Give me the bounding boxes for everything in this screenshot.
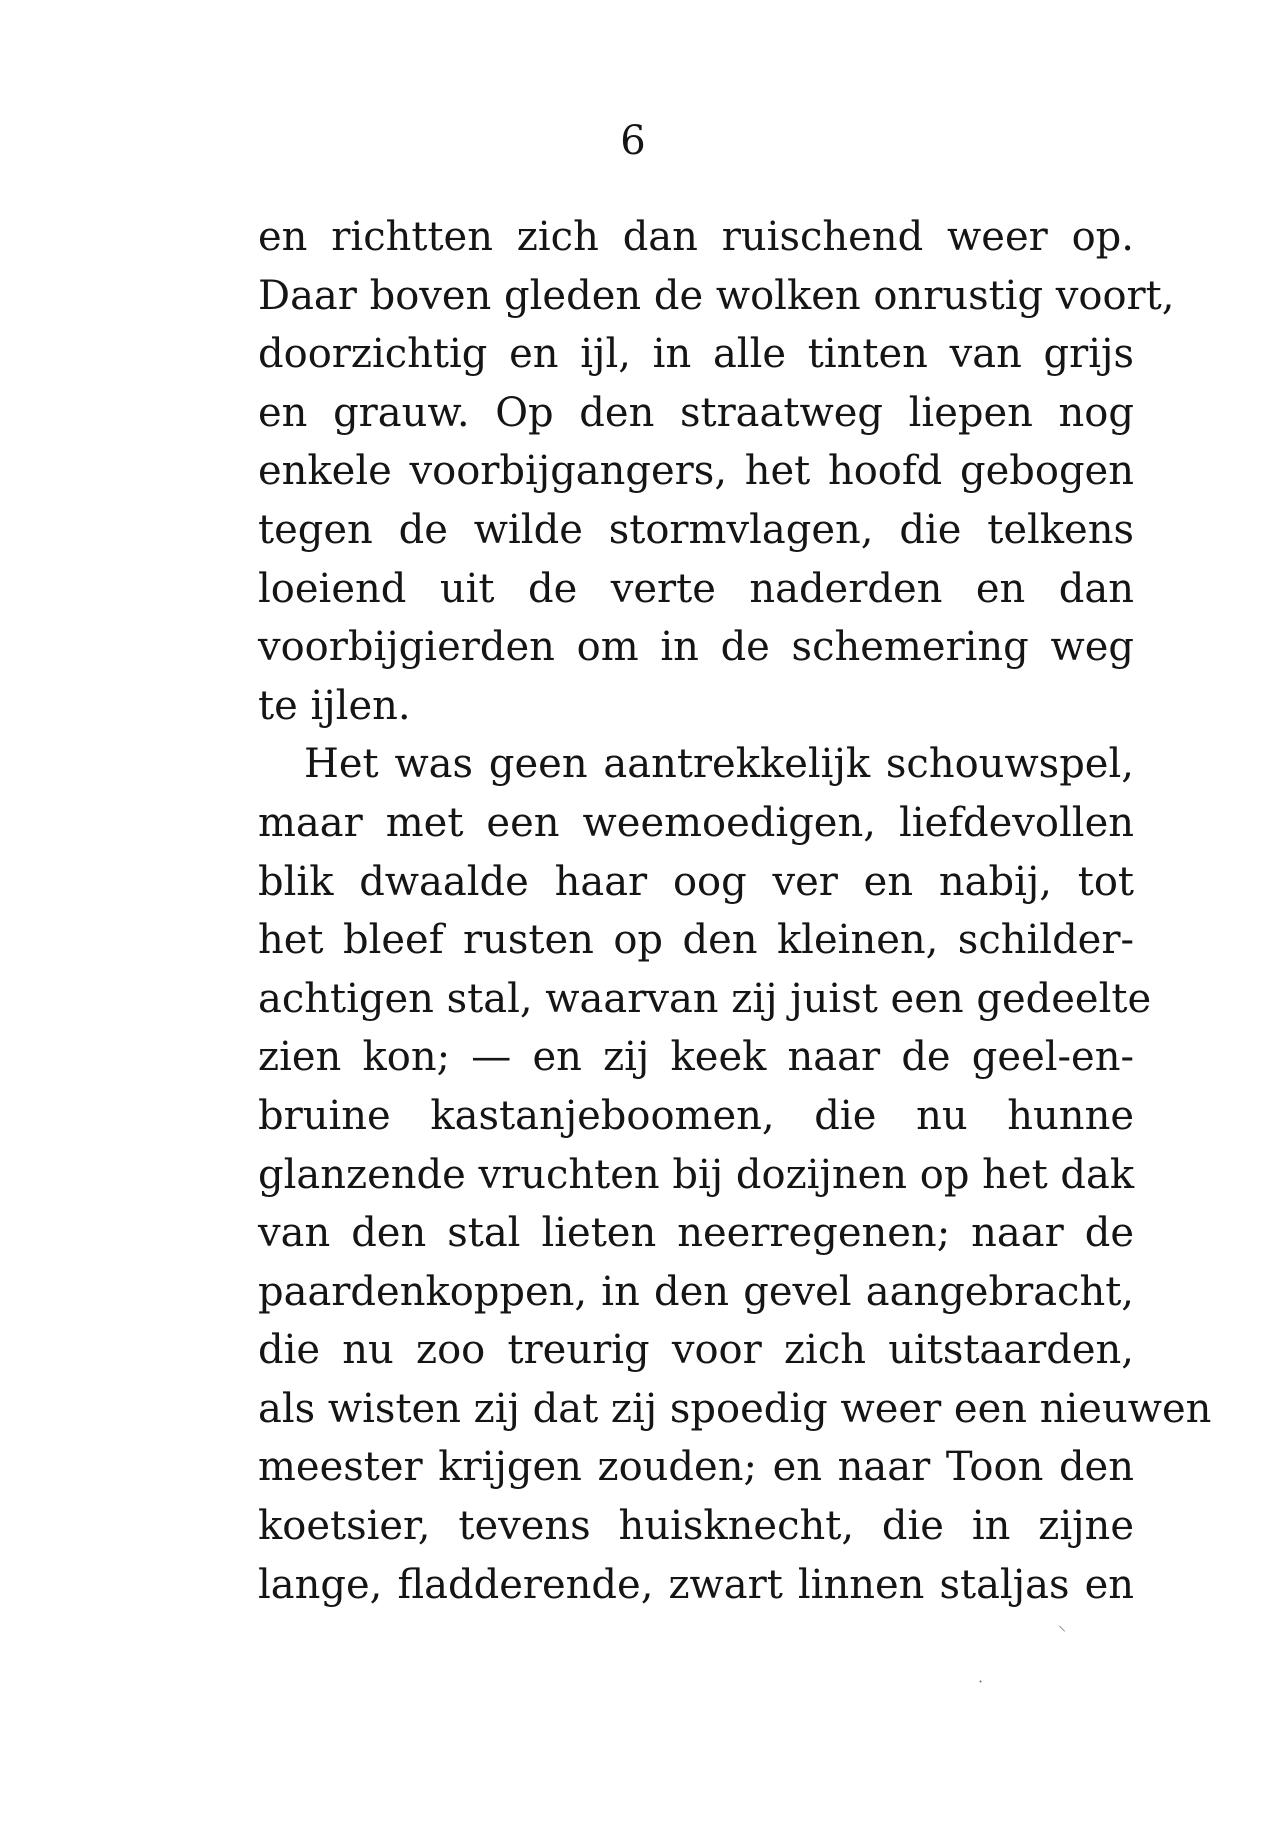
scan-speck: · <box>978 1672 984 1691</box>
text-line: als wisten zij dat zij spoedig weer een nieuwen <box>258 1385 1212 1432</box>
text-line: maar met een weemoedigen, liefdevollen <box>258 799 1134 846</box>
text-line: van den stal lieten neerregenen; naar de <box>258 1210 1134 1257</box>
text-line: zien kon; — en zij keek naar de geel-en- <box>258 1034 1134 1081</box>
text-line: en grauw. Op den straatweg liepen nog <box>258 389 1134 436</box>
text-line: tegen de wilde stormvlagen, die telkens <box>258 506 1134 553</box>
body-text <box>258 208 1212 1614</box>
text-line: die nu zoo treurig voor zich uitstaarden, <box>258 1327 1134 1374</box>
text-line: het bleef rusten op den kleinen, schilder- <box>258 917 1134 964</box>
text-line: blik dwaalde haar oog ver en nabij, tot <box>258 858 1134 905</box>
text-line: en richtten zich dan ruischend weer op. <box>258 214 1134 260</box>
text-line: doorzichtig en ijl, in alle tinten van grijs <box>258 331 1134 378</box>
text-line: paardenkoppen, in den gevel aangebracht, <box>258 1268 1134 1315</box>
text-line: meester krijgen zouden; en naar Toon den <box>258 1444 1134 1491</box>
text-line: lange, fladderende, zwart linnen staljas en <box>258 1561 1134 1608</box>
text-line: Daar boven gleden de wolken onrustig voort, <box>258 272 1175 319</box>
scan-speck: ⸌ <box>1058 1622 1067 1641</box>
text-line: glanzende vruchten bij dozijnen op het dak <box>258 1151 1135 1198</box>
text-line: te ijlen. <box>258 682 411 729</box>
text-line: enkele voorbijgangers, het hoofd gebogen <box>258 448 1134 495</box>
text-line: voorbijgierden om in de schemering weg <box>258 624 1134 671</box>
paragraph-2 <box>258 735 1212 1614</box>
paragraph-1 <box>258 208 1175 735</box>
page-number: 6 <box>620 118 646 164</box>
text-line: loeiend uit de verte naderden en dan <box>258 565 1134 612</box>
text-line: bruine kastanjeboomen, die nu hunne <box>258 1092 1134 1139</box>
text-line: achtigen stal, waarvan zij juist een gedeelte <box>258 975 1152 1022</box>
text-line: koetsier, tevens huisknecht, die in zijne <box>258 1503 1134 1550</box>
text-line: Het was geen aantrekkelijk schouwspel, <box>304 741 1134 788</box>
